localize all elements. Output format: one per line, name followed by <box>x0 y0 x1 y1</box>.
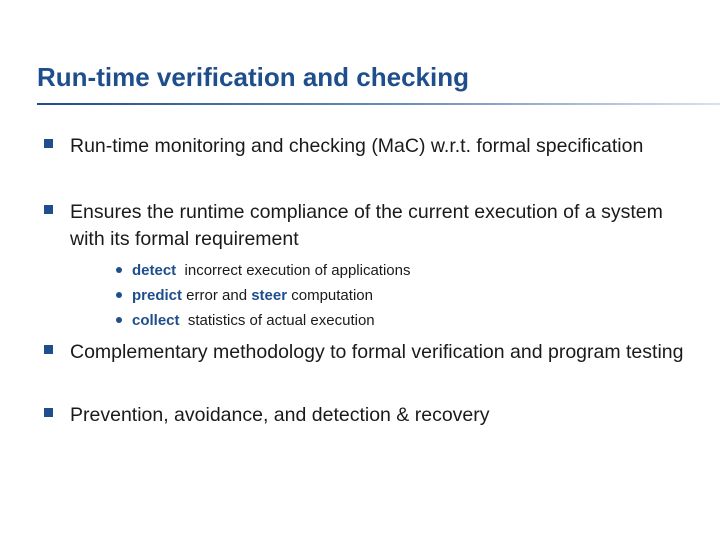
slide-title: Run-time verification and checking <box>37 62 469 92</box>
square-bullet-icon <box>44 205 53 214</box>
bullet-text: Complementary methodology to formal verification and program testing <box>70 341 684 363</box>
sub-bullet-rest: incorrect execution of applications <box>176 262 411 279</box>
square-bullet-icon <box>44 408 53 417</box>
bullet-text: Prevention, avoidance, and detection & recovery <box>70 404 490 426</box>
square-bullet-icon <box>44 345 53 354</box>
sub-bullet-text <box>132 312 692 330</box>
sub-bullet-text <box>132 262 692 280</box>
keyword: collect <box>132 312 180 329</box>
keyword: steer <box>251 287 288 304</box>
sub-bullet-rest: error and <box>182 287 252 304</box>
round-bullet-icon <box>116 292 122 298</box>
keyword: predict <box>132 287 183 304</box>
square-bullet-icon <box>44 139 53 148</box>
sub-bullet-rest: computation <box>287 287 373 304</box>
sub-bullet-rest: statistics of actual execution <box>179 312 375 329</box>
bullet-text: Run-time monitoring and checking (MaC) w.r.t. formal specification <box>70 135 644 157</box>
sub-bullet-text <box>132 287 692 305</box>
round-bullet-icon <box>116 317 122 323</box>
keyword: detect <box>132 262 177 279</box>
round-bullet-icon <box>116 267 122 273</box>
bullet-text: Ensures the runtime compliance of the current execution of a system with its formal requirement <box>70 201 663 250</box>
